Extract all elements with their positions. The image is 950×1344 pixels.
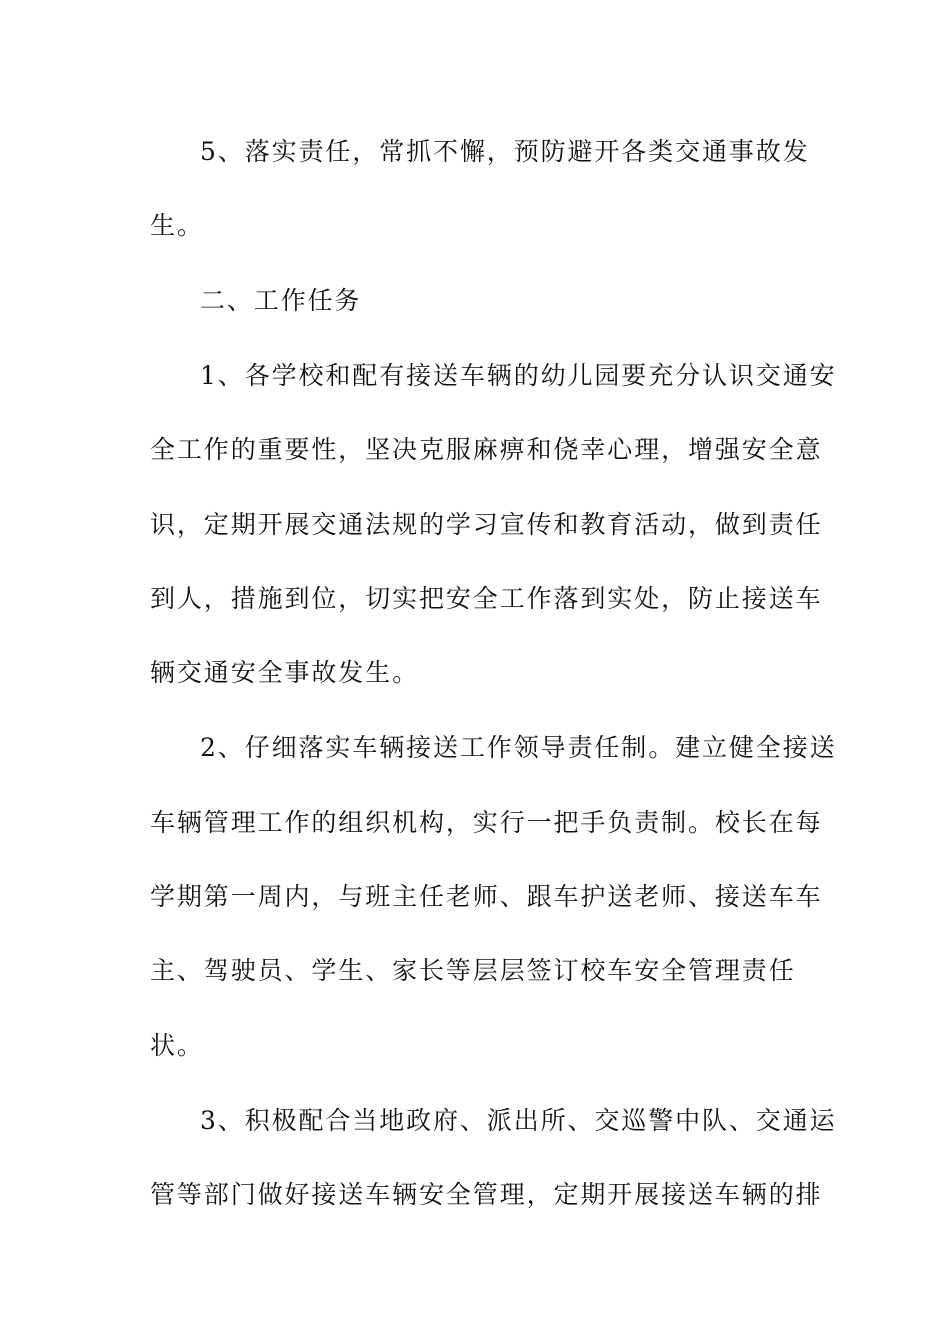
text-line: 状。: [150, 1031, 204, 1060]
text-line: 车辆管理工作的组织机构，实行一把手负责制。校长在每: [150, 808, 823, 837]
text-line: 全工作的重要性，坚决克服麻痹和侥幸心理，增强安全意: [150, 435, 823, 464]
text-line: 生。: [150, 211, 204, 240]
text-line: 识，定期开展交通法规的学习宣传和教育活动，做到责任: [150, 510, 823, 539]
text-line: 3、积极配合当地政府、派出所、交巡警中队、交通运: [200, 1106, 837, 1135]
text-line: 主、驾驶员、学生、家长等层层签订校车安全管理责任: [150, 956, 796, 985]
text-line: 5、落实责任，常抓不懈，预防避开各类交通事故发: [200, 137, 810, 166]
text-line: 管等部门做好接送车辆安全管理，定期开展接送车辆的排: [150, 1180, 823, 1209]
text-line: 到人，措施到位，切实把安全工作落到实处，防止接送车: [150, 584, 823, 613]
text-line: 2、仔细落实车辆接送工作领导责任制。建立健全接送: [200, 733, 837, 762]
section-heading: 二、工作任务: [200, 286, 362, 315]
text-line: 辆交通安全事故发生。: [150, 658, 420, 687]
text-line: 1、各学校和配有接送车辆的幼儿园要充分认识交通安: [200, 361, 837, 390]
text-line: 学期第一周内，与班主任老师、跟车护送老师、接送车车: [150, 882, 823, 911]
